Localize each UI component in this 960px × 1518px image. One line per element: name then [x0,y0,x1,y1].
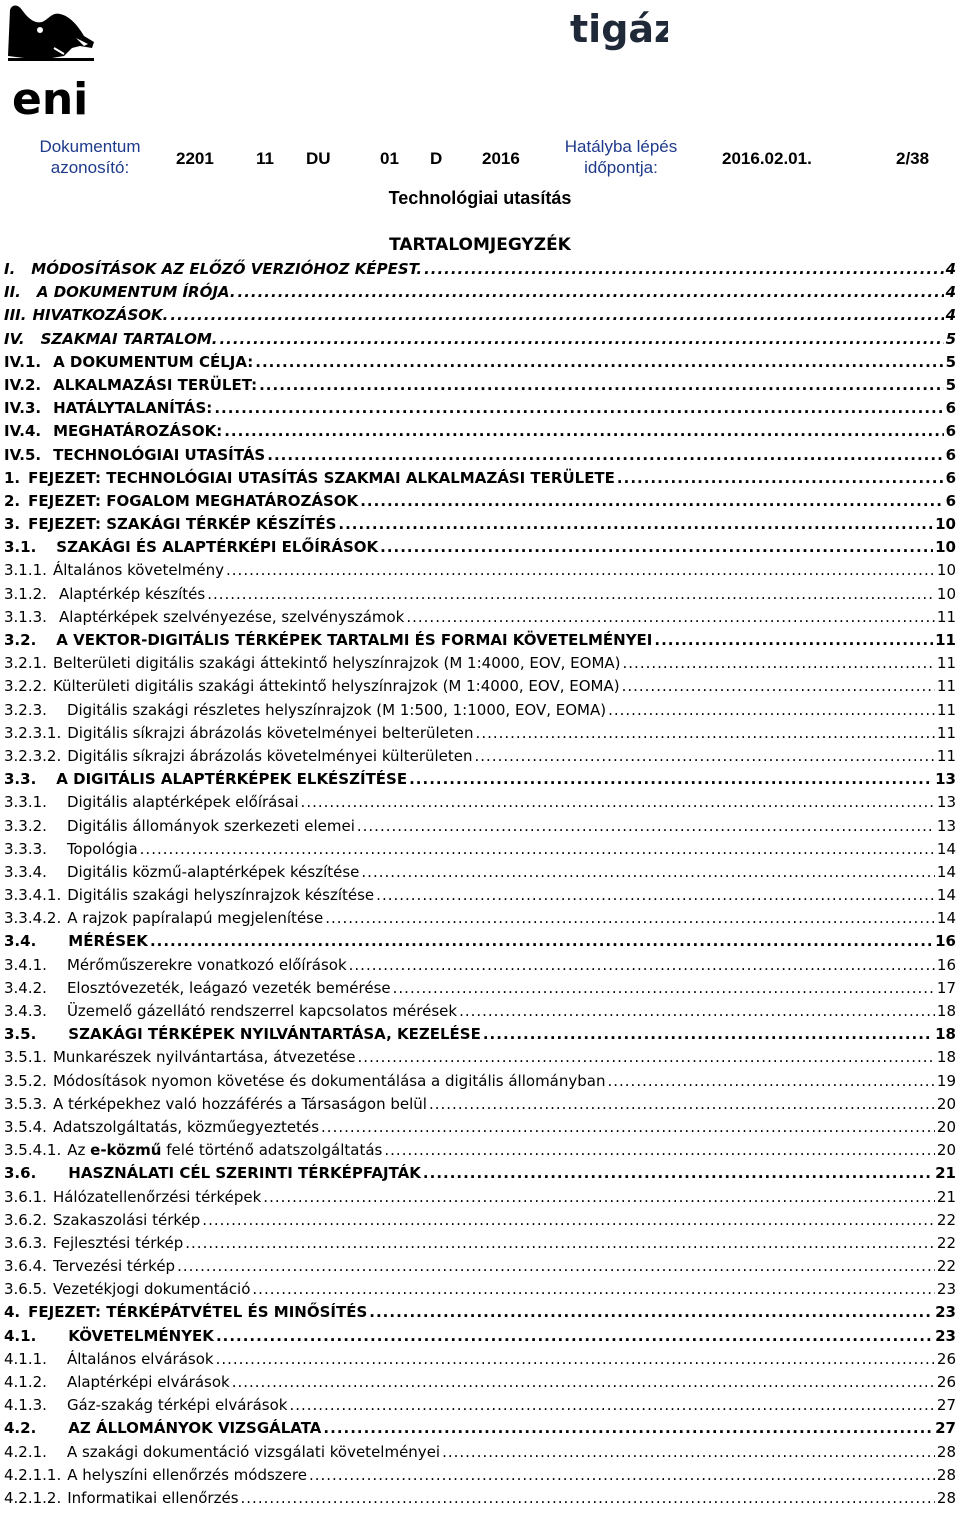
tigaz-logo [568,6,668,52]
toc-entry-number: 3.5.4.1. [4,1141,62,1160]
toc-entry[interactable] [4,1441,956,1464]
toc-entry-page: 17 [936,978,956,997]
toc-leader-dots [623,652,935,675]
toc-entry[interactable] [4,281,956,304]
toc-entry-number: 3.5.4. [4,1117,47,1136]
toc-entry-title: A VEKTOR-DIGITÁLIS TÉRKÉPEK TARTALMI ÉS FORMAI KÖVETELMÉNYEI [56,631,653,649]
toc-entry-number: 4.1.2. [4,1373,47,1391]
toc-entry[interactable] [4,907,956,930]
toc-entry-page: 18 [936,1002,956,1020]
toc-entry-title: Szakaszolási térkép [52,1210,201,1229]
toc-leader-dots [232,1371,935,1394]
document-title: Technológiai utasítás [388,188,572,208]
toc-leader-dots [267,444,943,467]
toc-entry[interactable] [4,490,956,513]
toc-entry[interactable] [4,791,956,814]
doc-id-part-6: 2016 [482,149,520,168]
toc-leader-dots [309,1464,935,1487]
toc-entry-page: 28 [936,1465,956,1484]
toc-entry-number: IV. [4,329,25,348]
toc-leader-dots [185,1232,935,1255]
toc-entry-title: SZAKÁGI TÉRKÉPEK NYILVÁNTARTÁSA, KEZELÉSE [68,1025,481,1044]
toc-entry-number: 3.3.4.2. [4,909,62,928]
toc-entry-title: Gáz-szakág térképi elvárások [66,1396,288,1415]
toc-entry-number: 4.1.3. [4,1396,47,1415]
toc-entry[interactable] [4,328,956,351]
toc-leader-dots [207,583,935,606]
toc-entry-number: 3.3. [4,770,37,789]
toc-entry[interactable] [4,1023,956,1046]
toc-leader-dots [219,328,943,351]
toc-entry-number: III. [4,306,27,325]
toc-leader-dots [259,374,943,397]
toc-entry-number: 3.4.1. [4,955,47,974]
toc-entry-page: 11 [936,607,956,626]
toc-entry-title: Külterületi digitális szakági áttekintő helyszínrajzok (M 1:4000, EOV, EOMA) [52,677,620,696]
eni-dog-icon [4,2,98,120]
toc-leader-dots [607,1070,934,1093]
toc-entry-title: FEJEZET: SZAKÁGI TÉRKÉP KÉSZÍTÉS [28,515,337,534]
toc-entry-number: IV.1. [4,352,42,371]
table-of-contents [4,258,956,1510]
toc-entry-page: 20 [936,1117,956,1136]
toc-entry-number: II. [4,283,21,302]
toc-entry-title: Általános elvárások [66,1349,214,1368]
toc-entry-number: 3.5. [4,1025,37,1044]
toc-entry[interactable] [4,722,956,745]
toc-leader-dots [338,513,933,536]
toc-entry-title: Fejlesztési térkép [52,1233,184,1252]
toc-entry-title [67,1139,382,1162]
toc-entry-page: 6 [945,491,956,510]
toc-entry-title: Digitális szakági részletes helyszínrajzok (M 1:500, 1:1000, EOV, EOMA) [66,700,607,719]
toc-entry-number: 3.6.1. [4,1187,47,1206]
doc-id-part-1: 2201 [176,149,214,168]
toc-entry[interactable] [4,838,956,861]
toc-leader-dots [654,629,933,652]
toc-entry-number: 3.2.3.1. [4,723,62,742]
toc-leader-dots [349,954,935,977]
toc-entry-title: Tervezési térkép [52,1257,176,1276]
toc-entry[interactable] [4,930,956,953]
toc-entry-number: 3.3.2. [4,816,47,835]
toc-entry[interactable] [4,559,956,582]
toc-leader-dots [323,1417,933,1440]
toc-entry-page: 5 [945,352,956,371]
toc-leader-dots [424,258,944,281]
toc-entry-title: MEGHATÁROZÁSOK: [53,422,223,441]
toc-entry-title: A rajzok papíralapú megjelenítése [67,909,324,928]
toc-entry-page: 19 [936,1071,956,1090]
toc-leader-dots [214,397,943,420]
toc-entry[interactable] [4,374,956,397]
toc-entry[interactable] [4,884,956,907]
toc-entry[interactable] [4,815,956,838]
toc-leader-dots [301,791,935,814]
toc-entry-number: 3.6.5. [4,1280,47,1299]
toc-entry[interactable] [4,1278,956,1301]
toc-leader-dots [140,838,935,861]
page-number: 2/38 [896,149,930,168]
toc-entry-page: 10 [936,584,956,603]
doc-id-part-4: 01 [380,149,399,168]
toc-entry-page: 4 [945,306,956,325]
toc-entry[interactable] [4,1046,956,1069]
toc-entry-page: 16 [935,932,956,951]
toc-entry-number: 3.6.4. [4,1257,47,1276]
toc-leader-dots [617,467,944,490]
toc-entry-title: FEJEZET: TECHNOLÓGIAI UTASÍTÁS SZAKMAI ALKALMAZÁSI TERÜLETE [28,468,615,487]
toc-leader-dots [325,907,935,930]
toc-entry-number: 3.1. [4,538,37,557]
eni-logo-text: eni [12,74,89,120]
toc-entry-title: FEJEZET: FOGALOM MEGHATÁROZÁSOK [28,491,359,510]
toc-leader-dots [150,930,933,953]
toc-entry-title: Hálózatellenőrzési térképek [52,1187,262,1206]
toc-entry[interactable] [4,1301,956,1324]
toc-entry-number: 3.3.4. [4,862,47,881]
toc-entry-page: 4 [945,260,956,278]
toc-entry-number: 1. [4,468,21,487]
toc-leader-dots [255,351,943,374]
toc-leader-dots [216,1348,935,1371]
toc-entry-number: 3. [4,515,21,534]
toc-entry-number: IV.5. [4,445,42,464]
toc-entry-number: 4.2.1.1. [4,1465,62,1484]
toc-entry-page: 28 [936,1488,956,1507]
toc-entry-page: 6 [945,468,956,487]
toc-leader-dots [360,490,943,513]
toc-entry[interactable] [4,1186,956,1209]
toc-entry-page: 13 [935,770,956,789]
toc-entry-number: 2. [4,491,21,510]
toc-entry-page: 14 [936,886,956,905]
toc-entry-number: 3.3.3. [4,839,47,858]
toc-entry-number: 4.2. [4,1419,37,1438]
toc-entry-title: MÓDOSÍTÁSOK AZ ELŐZŐ VERZIÓHOZ KÉPEST. [31,260,423,278]
toc-leader-dots [357,815,935,838]
toc-entry-title: Digitális alaptérképek előírásai [66,793,299,812]
toc-entry[interactable] [4,1209,956,1232]
toc-entry[interactable] [4,606,956,629]
toc-entry-page: 11 [936,746,956,765]
toc-entry-page: 22 [936,1210,956,1229]
toc-entry-page: 14 [936,862,956,881]
toc-leader-dots [608,699,935,722]
toc-entry[interactable] [4,1371,956,1394]
toc-entry-title: Elosztóvezeték, leágazó vezeték bemérése [66,978,391,997]
toc-entry[interactable] [4,351,956,374]
toc-entry-title: HIVATKOZÁSOK. [32,306,169,325]
toc-entry-title: Vezetékjogi dokumentáció [52,1280,251,1299]
toc-leader-dots [252,1278,935,1301]
toc-leader-dots [226,559,935,582]
toc-entry-page: 6 [945,445,956,464]
toc-entry-title: Üzemelő gázellátó rendszerrel kapcsolatos mérések [66,1002,458,1020]
toc-entry[interactable] [4,1417,956,1440]
toc-entry-page: 26 [936,1349,956,1368]
doc-id-label: Dokumentum azonosító: [39,137,141,177]
toc-leader-dots [622,675,935,698]
toc-entry-page: 10 [935,515,956,534]
toc-entry-page: 5 [945,329,956,348]
toc-entry[interactable] [4,652,956,675]
toc-entry-title: FEJEZET: TÉRKÉPÁTVÉTEL ÉS MINŐSÍTÉS [28,1303,368,1322]
toc-entry[interactable] [4,1325,956,1348]
toc-entry[interactable] [4,861,956,884]
toc-entry-title: A helyszíni ellenőrzés módszere [67,1465,307,1484]
toc-entry-title: A DOKUMENTUM CÉLJA: [53,352,254,371]
effective-date-label: Hatályba lépés időpontja: [564,137,678,177]
toc-entry-title: Belterületi digitális szakági áttekintő helyszínrajzok (M 1:4000, EOV, EOMA) [52,654,621,673]
toc-entry-title: Digitális állományok szerkezeti elemei [66,816,355,835]
toc-entry-title: Alaptérképi elvárások [66,1373,230,1391]
toc-entry-page: 26 [936,1373,956,1391]
toc-entry[interactable] [4,1255,956,1278]
toc-entry-title: Informatikai ellenőrzés [67,1488,239,1507]
toc-entry-title: A szakági dokumentáció vizsgálati követelményei [66,1442,441,1461]
doc-id-part-5: D [430,149,443,168]
toc-entry-page: 27 [936,1396,956,1415]
toc-entry-title: HASZNÁLATI CÉL SZERINTI TÉRKÉPFAJTÁK [68,1164,421,1183]
toc-entry[interactable] [4,699,956,722]
toc-leader-dots [409,768,933,791]
toc-entry-title: Digitális szakági helyszínrajzok készítése [67,886,375,905]
toc-entry[interactable] [4,583,956,606]
toc-entry-number: 3.2.3. [4,700,47,719]
toc-entry-page: 5 [945,375,956,394]
toc-entry-number: 4.1. [4,1326,37,1345]
toc-entry-page: 21 [935,1164,956,1183]
toc-entry-title: Módosítások nyomon követése és dokumentálása a digitális állományban [52,1071,606,1090]
toc-entry[interactable] [4,420,956,443]
toc-entry-page: 13 [936,793,956,812]
toc-entry-number: 3.4.3. [4,1002,47,1020]
toc-entry-title: HATÁLYTALANÍTÁS: [53,399,213,418]
toc-leader-dots [216,1325,933,1348]
toc-entry-page: 23 [935,1326,956,1345]
toc-entry-number: 3.4.2. [4,978,47,997]
toc-entry[interactable] [4,1093,956,1116]
toc-entry-number: 3.6.3. [4,1233,47,1252]
toc-entry-page: 21 [936,1187,956,1206]
toc-entry-number: 4.1.1. [4,1349,47,1368]
toc-entry-title: KÖVETELMÉNYEK [68,1326,214,1345]
toc-entry-page: 14 [936,909,956,928]
toc-entry-page: 28 [936,1442,956,1461]
toc-entry-page: 23 [935,1303,956,1322]
toc-leader-dots [361,861,935,884]
toc-entry-title: Munkarészek nyilvántartása, átvezetése [52,1048,356,1067]
toc-entry-title: AZ ÁLLOMÁNYOK VIZSGÁLATA [68,1419,322,1438]
toc-entry-page: 18 [936,1048,956,1067]
toc-entry-page: 11 [936,700,956,719]
toc-entry-title: SZAKÁGI ÉS ALAPTÉRKÉPI ELŐÍRÁSOK [56,538,379,557]
toc-entry[interactable] [4,444,956,467]
toc-leader-dots [380,536,933,559]
toc-entry-page: 10 [936,561,956,580]
toc-entry-number: 4.2.1. [4,1442,47,1461]
toc-leader-dots [393,977,935,1000]
toc-entry-number: 4. [4,1303,21,1322]
toc-entry-title: Topológia [66,839,138,858]
toc-entry-title-part: felé történő adatszolgáltatás [161,1141,383,1160]
tigaz-logo-text: tigáz [570,7,668,51]
effective-date: 2016.02.01. [722,149,812,168]
toc-entry[interactable] [4,536,956,559]
toc-leader-dots [224,420,943,443]
toc-entry-page: 20 [936,1141,956,1160]
toc-leader-dots [423,1162,933,1185]
toc-entry-number: IV.2. [4,375,42,394]
toc-leader-dots [358,1046,935,1069]
toc-leader-dots [459,1000,935,1023]
toc-entry-page: 16 [936,955,956,974]
toc-entry-title: A DIGITÁLIS ALAPTÉRKÉPEK ELKÉSZÍTÉSE [56,770,408,789]
toc-entry-number: 3.5.2. [4,1071,47,1090]
toc-entry-title: Digitális síkrajzi ábrázolás követelményei belterületen [67,723,474,742]
toc-entry[interactable] [4,1464,956,1487]
toc-entry-number: 3.5.3. [4,1094,47,1113]
toc-entry-number: 3.3.4.1. [4,886,62,905]
eni-logo [4,2,98,120]
toc-entry-title: Mérőműszerekre vonatkozó előírások [66,955,347,974]
toc-entry-title: A DOKUMENTUM ÍRÓJA. [36,283,236,302]
toc-leader-dots [263,1186,935,1209]
toc-leader-dots [384,1139,935,1162]
toc-leader-dots [476,722,935,745]
toc-entry-number: 4.2.1.2. [4,1488,62,1507]
document-header [0,134,960,184]
toc-entry-title: A térképekhez való hozzáférés a Társaságon belül [52,1094,427,1113]
toc-leader-dots [170,304,943,327]
toc-entry-number: 3.1.2. [4,584,47,603]
toc-entry-title: Digitális közmű-alaptérképek készítése [66,862,360,881]
toc-entry-number: 3.2.3.2. [4,746,62,765]
toc-heading: TARTALOMJEGYZÉK [389,235,571,255]
toc-entry-page: 14 [936,839,956,858]
toc-entry-number: 3.2.2. [4,677,47,696]
toc-entry[interactable] [4,467,956,490]
toc-entry-title-emphasis: e-közmű [90,1141,162,1160]
toc-entry[interactable] [4,1348,956,1371]
toc-entry-title: TECHNOLÓGIAI UTASÍTÁS [53,445,266,464]
toc-leader-dots [321,1116,935,1139]
toc-entry-number: IV.3. [4,399,42,418]
toc-leader-dots [369,1301,933,1324]
toc-entry-title: Alaptérkép készítés [58,584,206,603]
toc-entry-page: 11 [935,631,956,649]
toc-leader-dots [177,1255,935,1278]
toc-entry-page: 4 [945,283,956,302]
toc-entry-page: 6 [945,422,956,441]
toc-entry-number: 3.1.1. [4,561,47,580]
toc-entry[interactable] [4,954,956,977]
toc-leader-dots [442,1441,935,1464]
toc-entry[interactable] [4,1116,956,1139]
toc-entry-title: Adatszolgáltatás, közműegyeztetés [52,1117,320,1136]
toc-entry[interactable] [4,1139,956,1162]
toc-entry-number: IV.4. [4,422,42,441]
toc-entry-title-part: Az [67,1141,91,1160]
toc-entry[interactable] [4,304,956,327]
doc-id-part-2: 11 [256,149,274,168]
toc-leader-dots [429,1093,935,1116]
toc-entry-title: Általános követelmény [52,561,225,580]
toc-entry-page: 22 [936,1233,956,1252]
toc-entry-title: MÉRÉSEK [68,932,148,951]
toc-entry-title: SZAKMAI TARTALOM. [40,329,218,348]
toc-entry[interactable] [4,258,956,281]
toc-entry-number: 3.1.3. [4,607,47,626]
toc-entry-number: 3.2.1. [4,654,47,673]
toc-entry[interactable] [4,1000,956,1023]
toc-entry[interactable] [4,629,956,652]
toc-entry-number: 3.5.1. [4,1048,47,1067]
toc-entry-title: Digitális síkrajzi ábrázolás követelményei külterületen [67,746,473,765]
toc-entry[interactable] [4,1394,956,1417]
toc-leader-dots [202,1209,935,1232]
toc-leader-dots [289,1394,934,1417]
toc-entry-number: 3.6. [4,1164,37,1183]
toc-leader-dots [241,1487,935,1510]
toc-entry[interactable] [4,745,956,768]
toc-entry-page: 11 [936,723,956,742]
toc-entry[interactable] [4,768,956,791]
toc-entry[interactable] [4,397,956,420]
toc-entry-page: 11 [936,677,956,696]
toc-entry-number: 3.4. [4,932,37,951]
toc-entry-page: 20 [936,1094,956,1113]
toc-entry-number: I. [4,260,16,278]
toc-entry-page: 23 [936,1280,956,1299]
toc-entry-page: 27 [935,1419,956,1438]
toc-entry[interactable] [4,1487,956,1510]
toc-entry[interactable] [4,675,956,698]
toc-leader-dots [376,884,935,907]
toc-entry-page: 11 [936,654,956,673]
toc-entry[interactable] [4,1070,956,1093]
toc-entry[interactable] [4,977,956,1000]
toc-entry[interactable] [4,513,956,536]
toc-leader-dots [406,606,935,629]
toc-leader-dots [238,281,944,304]
toc-leader-dots [483,1023,933,1046]
toc-entry-number: 3.3.1. [4,793,47,812]
toc-entry-page: 18 [935,1025,956,1044]
toc-entry-page: 6 [945,399,956,418]
toc-entry[interactable] [4,1232,956,1255]
toc-entry[interactable] [4,1162,956,1185]
toc-entry-number: 3.6.2. [4,1210,47,1229]
toc-entry-title: ALKALMAZÁSI TERÜLET: [53,375,258,394]
toc-entry-page: 22 [936,1257,956,1276]
toc-entry-page: 13 [936,816,956,835]
toc-entry-page: 10 [935,538,956,557]
toc-entry-title: Alaptérképek szelvényezése, szelvényszámok [58,607,405,626]
doc-id-part-3: DU [306,149,331,168]
toc-leader-dots [475,745,935,768]
toc-entry-number: 3.2. [4,631,37,649]
